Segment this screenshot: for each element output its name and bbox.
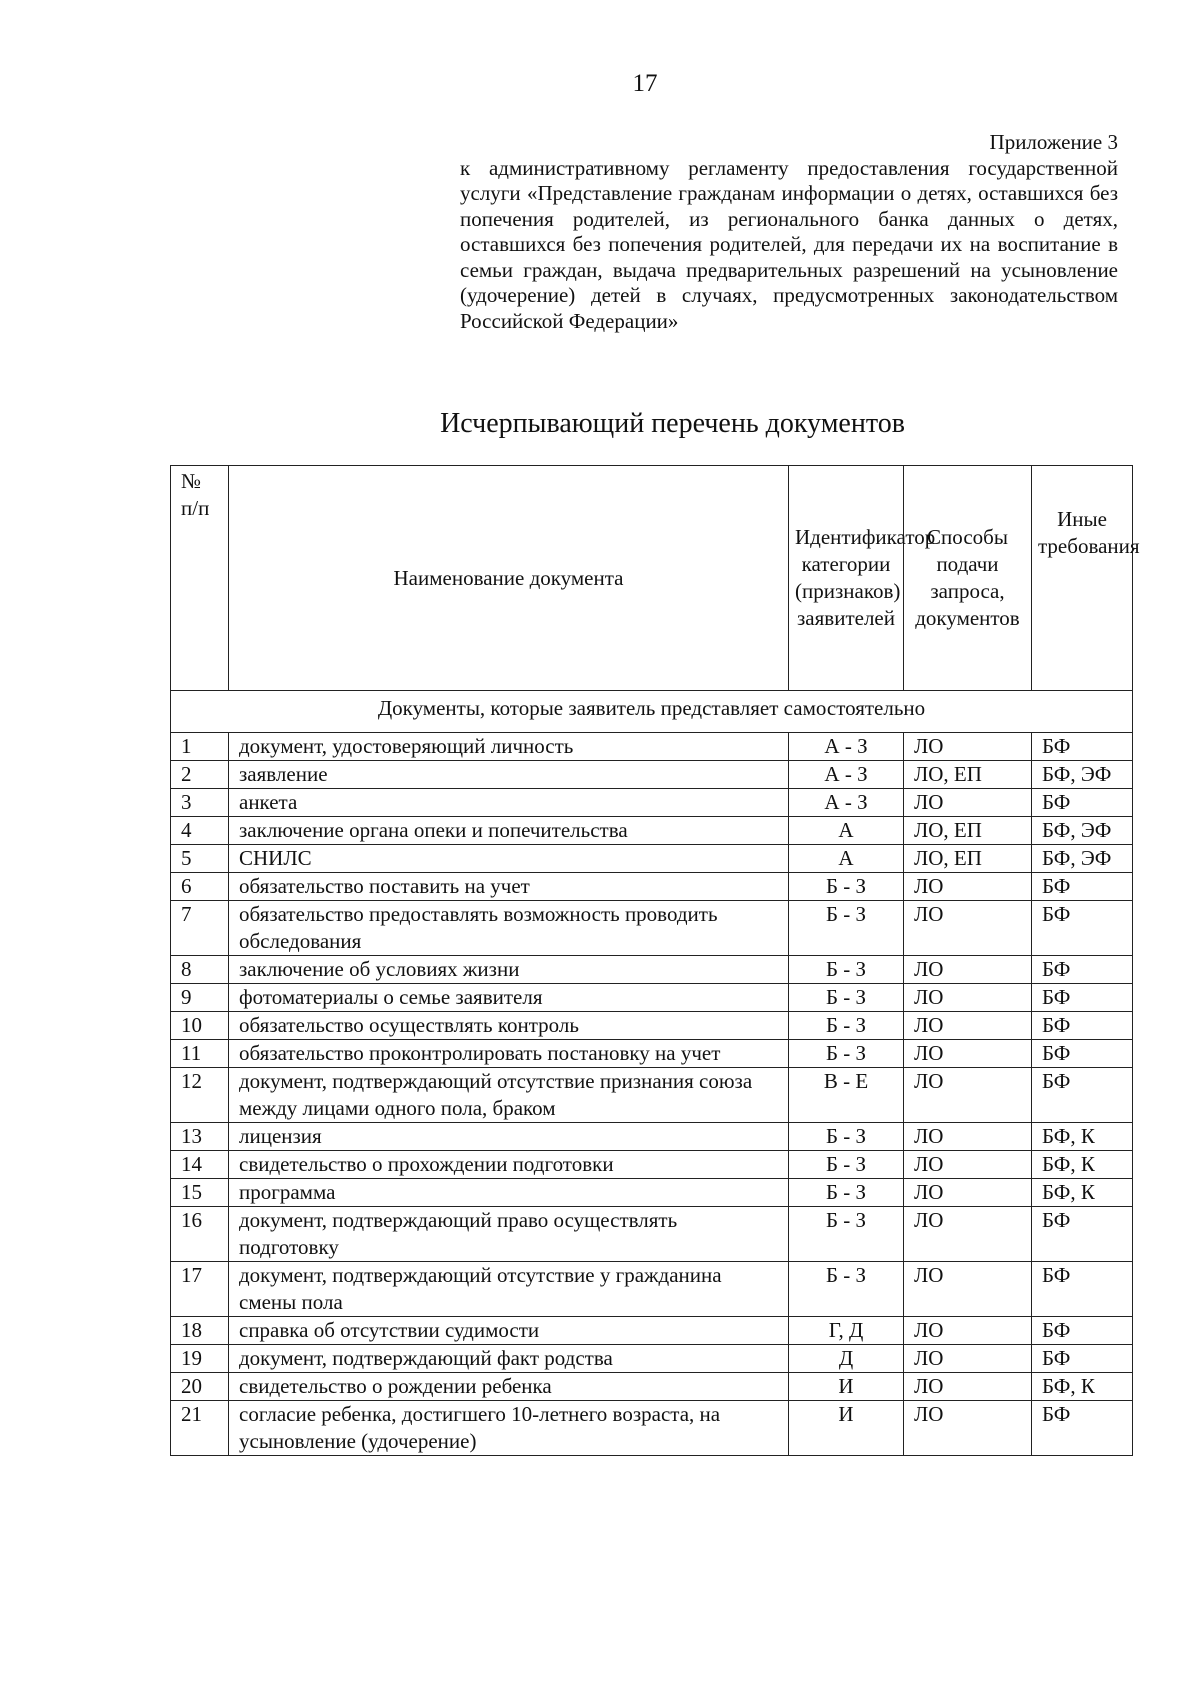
cell-number: 4 xyxy=(171,817,229,845)
cell-document-name: справка об отсутствии судимости xyxy=(229,1317,789,1345)
cell-other: БФ, К xyxy=(1032,1151,1133,1179)
cell-category: А - З xyxy=(789,789,904,817)
cell-document-name: обязательство поставить на учет xyxy=(229,873,789,901)
cell-other: БФ xyxy=(1032,1345,1133,1373)
cell-method: ЛО xyxy=(904,1068,1032,1123)
cell-method: ЛО xyxy=(904,956,1032,984)
cell-document-name: лицензия xyxy=(229,1123,789,1151)
cell-number: 9 xyxy=(171,984,229,1012)
cell-document-name: документ, подтверждающий право осуществлять подготовку xyxy=(229,1207,789,1262)
cell-other: БФ xyxy=(1032,1040,1133,1068)
header-category-identifier: Идентификатор категории (признаков) заявителей xyxy=(789,466,904,691)
section-row xyxy=(171,691,1133,733)
table-row xyxy=(171,956,1133,984)
cell-category: Б - З xyxy=(789,873,904,901)
cell-other: БФ xyxy=(1032,1401,1133,1456)
cell-number: 11 xyxy=(171,1040,229,1068)
cell-other: БФ xyxy=(1032,984,1133,1012)
cell-category: И xyxy=(789,1373,904,1401)
cell-number: 12 xyxy=(171,1068,229,1123)
cell-method: ЛО xyxy=(904,1207,1032,1262)
table-row xyxy=(171,1401,1133,1456)
table-row xyxy=(171,1262,1133,1317)
cell-document-name: документ, подтверждающий отсутствие признания союза между лицами одного пола, браком xyxy=(229,1068,789,1123)
cell-number: 8 xyxy=(171,956,229,984)
cell-number: 2 xyxy=(171,761,229,789)
cell-other: БФ xyxy=(1032,956,1133,984)
cell-document-name: согласие ребенка, достигшего 10-летнего возраста, на усыновление (удочерение) xyxy=(229,1401,789,1456)
cell-method: ЛО xyxy=(904,1012,1032,1040)
cell-number: 6 xyxy=(171,873,229,901)
cell-other: БФ xyxy=(1032,1012,1133,1040)
cell-number: 19 xyxy=(171,1345,229,1373)
table-row xyxy=(171,1317,1133,1345)
table-row xyxy=(171,1068,1133,1123)
cell-document-name: СНИЛС xyxy=(229,845,789,873)
cell-number: 21 xyxy=(171,1401,229,1456)
cell-document-name: документ, подтверждающий отсутствие у гражданина смены пола xyxy=(229,1262,789,1317)
cell-document-name: программа xyxy=(229,1179,789,1207)
cell-other: БФ xyxy=(1032,1207,1133,1262)
cell-number: 3 xyxy=(171,789,229,817)
cell-other: БФ, ЭФ xyxy=(1032,845,1133,873)
cell-document-name: анкета xyxy=(229,789,789,817)
header-submission-methods: Способы подачи запроса, документов xyxy=(904,466,1032,691)
cell-document-name: обязательство предоставлять возможность проводить обследования xyxy=(229,901,789,956)
table-row xyxy=(171,845,1133,873)
cell-other: БФ xyxy=(1032,901,1133,956)
cell-other: БФ, К xyxy=(1032,1123,1133,1151)
page-number: 17 xyxy=(632,70,658,97)
cell-number: 16 xyxy=(171,1207,229,1262)
table-row xyxy=(171,1179,1133,1207)
cell-number: 14 xyxy=(171,1151,229,1179)
cell-document-name: заявление xyxy=(229,761,789,789)
cell-document-name: документ, удостоверяющий личность xyxy=(229,733,789,761)
cell-method: ЛО xyxy=(904,1179,1032,1207)
appendix-title: Приложение 3 xyxy=(989,130,1118,154)
table-row xyxy=(171,1151,1133,1179)
cell-category: Б - З xyxy=(789,1040,904,1068)
cell-number: 18 xyxy=(171,1317,229,1345)
cell-category: И xyxy=(789,1401,904,1456)
document-title: Исчерпывающий перечень документов xyxy=(440,408,905,439)
cell-method: ЛО xyxy=(904,984,1032,1012)
cell-category: Б - З xyxy=(789,1151,904,1179)
cell-document-name: свидетельство о прохождении подготовки xyxy=(229,1151,789,1179)
cell-category: Б - З xyxy=(789,1262,904,1317)
header-other-requirements: Иные требования xyxy=(1032,466,1133,691)
table-header-row xyxy=(171,466,1133,691)
header-number: № п/п xyxy=(171,466,229,691)
cell-method: ЛО xyxy=(904,1040,1032,1068)
header-document-name: Наименование документа xyxy=(229,466,789,691)
cell-method: ЛО xyxy=(904,1401,1032,1456)
cell-category: А - З xyxy=(789,761,904,789)
cell-number: 20 xyxy=(171,1373,229,1401)
table-row xyxy=(171,817,1133,845)
table-row xyxy=(171,1373,1133,1401)
cell-category: А xyxy=(789,845,904,873)
cell-category: Б - З xyxy=(789,1207,904,1262)
table-row xyxy=(171,901,1133,956)
cell-method: ЛО xyxy=(904,1345,1032,1373)
section-title: Документы, которые заявитель представляет самостоятельно xyxy=(171,691,1133,733)
table-row xyxy=(171,1040,1133,1068)
cell-document-name: документ, подтверждающий факт родства xyxy=(229,1345,789,1373)
cell-method: ЛО xyxy=(904,733,1032,761)
cell-category: Б - З xyxy=(789,1012,904,1040)
table-row xyxy=(171,1207,1133,1262)
table-row xyxy=(171,761,1133,789)
cell-category: В - Е xyxy=(789,1068,904,1123)
cell-number: 5 xyxy=(171,845,229,873)
cell-document-name: заключение об условиях жизни xyxy=(229,956,789,984)
cell-other: БФ xyxy=(1032,873,1133,901)
table-row xyxy=(171,733,1133,761)
table-row xyxy=(171,1012,1133,1040)
cell-document-name: обязательство осуществлять контроль xyxy=(229,1012,789,1040)
cell-method: ЛО, ЕП xyxy=(904,817,1032,845)
appendix-text: к административному регламенту предоставления государственной услуги «Представление гражданам информации о детях, оставшихся без попечения родителей, из регионального банка данных о детях, оставшихся без попечения родителей, для передачи их на воспитание в семьи граждан, выдача предварительных разрешений на усыновление (удочерение) детей в случаях, предусмотренных законодательством Российской Федерации» xyxy=(460,155,1118,333)
cell-method: ЛО xyxy=(904,873,1032,901)
table-row xyxy=(171,789,1133,817)
cell-method: ЛО xyxy=(904,1373,1032,1401)
cell-category: Б - З xyxy=(789,984,904,1012)
cell-number: 13 xyxy=(171,1123,229,1151)
cell-category: Д xyxy=(789,1345,904,1373)
cell-document-name: свидетельство о рождении ребенка xyxy=(229,1373,789,1401)
documents-table xyxy=(170,465,1140,1456)
table-row xyxy=(171,873,1133,901)
table-row xyxy=(171,984,1133,1012)
cell-number: 15 xyxy=(171,1179,229,1207)
cell-method: ЛО xyxy=(904,901,1032,956)
cell-number: 7 xyxy=(171,901,229,956)
cell-category: Г, Д xyxy=(789,1317,904,1345)
cell-method: ЛО, ЕП xyxy=(904,845,1032,873)
cell-other: БФ xyxy=(1032,1317,1133,1345)
cell-category: Б - З xyxy=(789,1123,904,1151)
cell-other: БФ, ЭФ xyxy=(1032,761,1133,789)
cell-other: БФ, ЭФ xyxy=(1032,817,1133,845)
cell-other: БФ, К xyxy=(1032,1373,1133,1401)
appendix-block xyxy=(460,130,1118,334)
cell-document-name: обязательство проконтролировать постановку на учет xyxy=(229,1040,789,1068)
cell-method: ЛО, ЕП xyxy=(904,761,1032,789)
cell-method: ЛО xyxy=(904,1123,1032,1151)
cell-other: БФ xyxy=(1032,1262,1133,1317)
table-row xyxy=(171,1345,1133,1373)
cell-category: Б - З xyxy=(789,901,904,956)
cell-method: ЛО xyxy=(904,1151,1032,1179)
cell-other: БФ xyxy=(1032,789,1133,817)
cell-number: 17 xyxy=(171,1262,229,1317)
cell-number: 1 xyxy=(171,733,229,761)
cell-other: БФ xyxy=(1032,1068,1133,1123)
cell-category: А - З xyxy=(789,733,904,761)
cell-document-name: заключение органа опеки и попечительства xyxy=(229,817,789,845)
cell-other: БФ xyxy=(1032,733,1133,761)
cell-number: 10 xyxy=(171,1012,229,1040)
table-row xyxy=(171,1123,1133,1151)
cell-method: ЛО xyxy=(904,789,1032,817)
cell-category: Б - З xyxy=(789,956,904,984)
cell-method: ЛО xyxy=(904,1317,1032,1345)
cell-other: БФ, К xyxy=(1032,1179,1133,1207)
cell-category: А xyxy=(789,817,904,845)
cell-category: Б - З xyxy=(789,1179,904,1207)
cell-document-name: фотоматериалы о семье заявителя xyxy=(229,984,789,1012)
cell-method: ЛО xyxy=(904,1262,1032,1317)
